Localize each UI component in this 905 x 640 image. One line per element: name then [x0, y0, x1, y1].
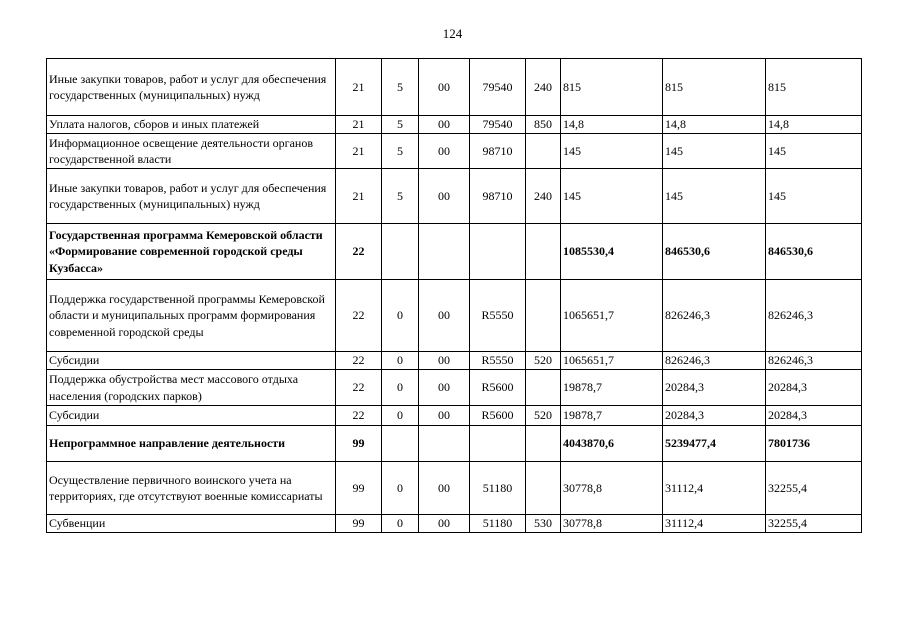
code-4-cell: R5550 [470, 352, 526, 370]
code-1-cell: 22 [336, 406, 382, 426]
table-row [47, 224, 862, 280]
code-1-cell: 99 [336, 462, 382, 515]
amount-2-cell: 14,8 [663, 116, 766, 134]
expense-type-cell [526, 426, 561, 462]
amount-2-cell: 826246,3 [663, 352, 766, 370]
expense-type-cell: 520 [526, 406, 561, 426]
code-3-cell [419, 426, 470, 462]
row-name-cell: Субсидии [47, 352, 336, 370]
amount-1-cell: 1065651,7 [561, 352, 663, 370]
amount-2-cell: 31112,4 [663, 462, 766, 515]
row-name-cell: Государственная программа Кемеровской области «Формирование современной городской среды Кузбасса» [47, 224, 336, 280]
code-3-cell: 00 [419, 59, 470, 116]
amount-3-cell: 20284,3 [766, 370, 862, 406]
amount-1-cell: 4043870,6 [561, 426, 663, 462]
code-4-cell: R5550 [470, 280, 526, 352]
amount-1-cell: 1085530,4 [561, 224, 663, 280]
amount-1-cell: 19878,7 [561, 406, 663, 426]
row-name-cell: Иные закупки товаров, работ и услуг для обеспечения государственных (муниципальных) нужд [47, 59, 336, 116]
table-row [47, 352, 862, 370]
expense-type-cell: 850 [526, 116, 561, 134]
code-2-cell: 5 [382, 59, 419, 116]
amount-3-cell: 14,8 [766, 116, 862, 134]
code-1-cell: 22 [336, 370, 382, 406]
code-2-cell: 5 [382, 169, 419, 224]
code-1-cell: 21 [336, 59, 382, 116]
table-row [47, 134, 862, 169]
code-3-cell: 00 [419, 406, 470, 426]
amount-2-cell: 5239477,4 [663, 426, 766, 462]
code-2-cell [382, 224, 419, 280]
code-2-cell: 0 [382, 352, 419, 370]
row-name-cell: Субвенции [47, 515, 336, 533]
amount-1-cell: 815 [561, 59, 663, 116]
row-name-cell: Осуществление первичного воинского учета на территориях, где отсутствуют военные комиссариаты [47, 462, 336, 515]
row-name-cell: Уплата налогов, сборов и иных платежей [47, 116, 336, 134]
table-row [47, 462, 862, 515]
code-4-cell: 79540 [470, 59, 526, 116]
amount-1-cell: 19878,7 [561, 370, 663, 406]
row-name-cell: Поддержка обустройства мест массового отдыха населения (городских парков) [47, 370, 336, 406]
code-2-cell: 5 [382, 116, 419, 134]
code-2-cell: 5 [382, 134, 419, 169]
code-4-cell: 51180 [470, 515, 526, 533]
budget-table [46, 58, 862, 533]
expense-type-cell [526, 462, 561, 515]
amount-1-cell: 30778,8 [561, 462, 663, 515]
table-row [47, 280, 862, 352]
code-3-cell [419, 224, 470, 280]
code-4-cell: R5600 [470, 406, 526, 426]
code-3-cell: 00 [419, 280, 470, 352]
amount-3-cell: 7801736 [766, 426, 862, 462]
expense-type-cell: 240 [526, 59, 561, 116]
code-2-cell: 0 [382, 462, 419, 515]
code-4-cell [470, 426, 526, 462]
code-4-cell [470, 224, 526, 280]
code-3-cell: 00 [419, 169, 470, 224]
code-1-cell: 21 [336, 116, 382, 134]
code-3-cell: 00 [419, 370, 470, 406]
code-3-cell: 00 [419, 134, 470, 169]
amount-1-cell: 1065651,7 [561, 280, 663, 352]
amount-2-cell: 31112,4 [663, 515, 766, 533]
code-4-cell: R5600 [470, 370, 526, 406]
code-4-cell: 79540 [470, 116, 526, 134]
code-1-cell: 99 [336, 426, 382, 462]
code-1-cell: 99 [336, 515, 382, 533]
table-row [47, 426, 862, 462]
expense-type-cell [526, 280, 561, 352]
code-3-cell: 00 [419, 352, 470, 370]
amount-1-cell: 145 [561, 169, 663, 224]
amount-3-cell: 846530,6 [766, 224, 862, 280]
code-1-cell: 22 [336, 352, 382, 370]
row-name-cell: Иные закупки товаров, работ и услуг для обеспечения государственных (муниципальных) нужд [47, 169, 336, 224]
code-4-cell: 98710 [470, 169, 526, 224]
row-name-cell: Поддержка государственной программы Кемеровской области и муниципальных программ формирования современной городской среды [47, 280, 336, 352]
code-3-cell: 00 [419, 116, 470, 134]
amount-3-cell: 826246,3 [766, 352, 862, 370]
table-row [47, 515, 862, 533]
code-3-cell: 00 [419, 515, 470, 533]
expense-type-cell [526, 134, 561, 169]
table-row [47, 370, 862, 406]
code-1-cell: 21 [336, 134, 382, 169]
code-2-cell: 0 [382, 370, 419, 406]
code-2-cell [382, 426, 419, 462]
amount-2-cell: 815 [663, 59, 766, 116]
code-4-cell: 98710 [470, 134, 526, 169]
amount-1-cell: 30778,8 [561, 515, 663, 533]
amount-3-cell: 145 [766, 134, 862, 169]
table-row [47, 59, 862, 116]
amount-2-cell: 145 [663, 134, 766, 169]
row-name-cell: Субсидии [47, 406, 336, 426]
table-body [47, 59, 862, 533]
code-3-cell: 00 [419, 462, 470, 515]
expense-type-cell: 240 [526, 169, 561, 224]
amount-2-cell: 20284,3 [663, 406, 766, 426]
expense-type-cell: 530 [526, 515, 561, 533]
table-row [47, 169, 862, 224]
amount-2-cell: 826246,3 [663, 280, 766, 352]
code-2-cell: 0 [382, 280, 419, 352]
amount-3-cell: 815 [766, 59, 862, 116]
code-2-cell: 0 [382, 515, 419, 533]
code-1-cell: 22 [336, 280, 382, 352]
amount-3-cell: 20284,3 [766, 406, 862, 426]
amount-1-cell: 14,8 [561, 116, 663, 134]
expense-type-cell [526, 370, 561, 406]
amount-3-cell: 826246,3 [766, 280, 862, 352]
amount-2-cell: 145 [663, 169, 766, 224]
expense-type-cell: 520 [526, 352, 561, 370]
table-row [47, 116, 862, 134]
amount-2-cell: 846530,6 [663, 224, 766, 280]
row-name-cell: Информационное освещение деятельности органов государственной власти [47, 134, 336, 169]
table-row [47, 406, 862, 426]
row-name-cell: Непрограммное направление деятельности [47, 426, 336, 462]
page-number: 124 [442, 26, 463, 41]
amount-3-cell: 32255,4 [766, 515, 862, 533]
code-1-cell: 22 [336, 224, 382, 280]
amount-1-cell: 145 [561, 134, 663, 169]
amount-3-cell: 145 [766, 169, 862, 224]
amount-3-cell: 32255,4 [766, 462, 862, 515]
code-1-cell: 21 [336, 169, 382, 224]
code-4-cell: 51180 [470, 462, 526, 515]
amount-2-cell: 20284,3 [663, 370, 766, 406]
code-2-cell: 0 [382, 406, 419, 426]
expense-type-cell [526, 224, 561, 280]
